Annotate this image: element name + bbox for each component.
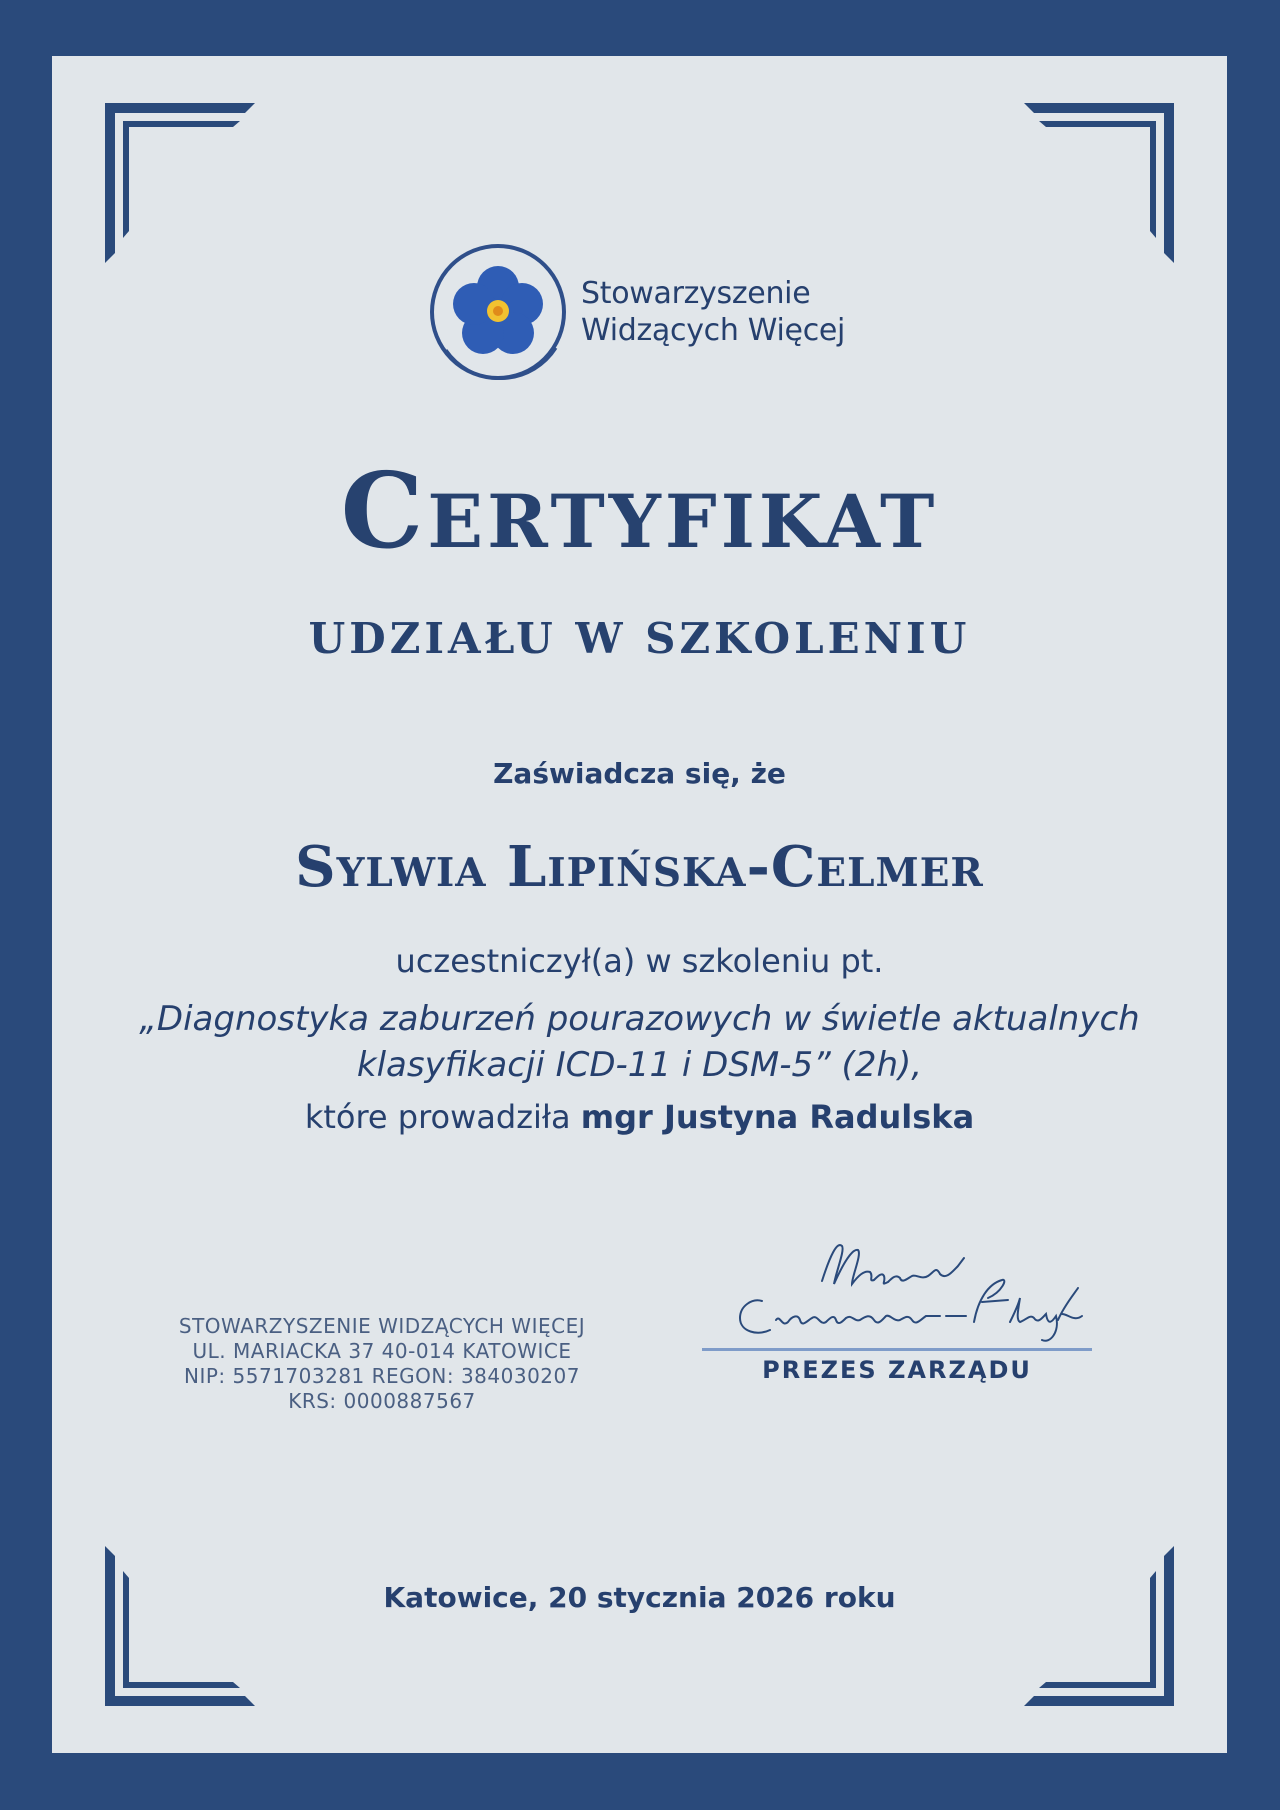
signature-block	[702, 1256, 1122, 1406]
corner-ornament-top-right	[1014, 103, 1174, 263]
course-leader	[52, 1096, 1227, 1138]
participant-name: Sylwia Lipińska-Celmer	[295, 834, 984, 900]
organization-logo	[426, 237, 866, 387]
participation-text: uczestniczył(a) w szkoleniu pt.	[395, 942, 884, 980]
signature-line	[702, 1348, 1092, 1351]
organization-address	[152, 1314, 612, 1414]
course-title: „Diagnostyka zaburzeń pourazowych w świetle aktualnych klasyfikacji ICD-11 i DSM-5” (2h),	[139, 999, 1140, 1085]
corner-ornament-bottom-right	[1014, 1546, 1174, 1706]
address-line-3: NIP: 5571703281 REGON: 384030207	[184, 1364, 580, 1388]
certificate-title: Certyfikat	[340, 449, 939, 572]
corner-ornament-bottom-left	[105, 1546, 265, 1706]
signatory-role: PREZES ZARZĄDU	[762, 1356, 1032, 1384]
issue-date: Katowice, 20 stycznia 2026 roku	[383, 1581, 896, 1614]
handwritten-signature	[702, 1236, 1102, 1346]
certificate-sheet	[52, 56, 1227, 1753]
corner-ornament-top-left	[105, 103, 265, 263]
attestation-text: Zaświadcza się, że	[493, 757, 786, 790]
certificate-subtitle: UDZIAŁU W SZKOLENIU	[308, 614, 971, 663]
forget-me-not-flower-icon	[426, 240, 571, 385]
logo-line-2: Widzących Więcej	[581, 313, 846, 348]
address-line-1: STOWARZYSZENIE WIDZĄCYCH WIĘCEJ	[178, 1314, 586, 1338]
organization-name	[581, 275, 845, 349]
logo-line-1: Stowarzyszenie	[581, 276, 811, 311]
leader-name: mgr Justyna Radulska	[580, 1098, 975, 1136]
address-line-4: KRS: 0000887567	[288, 1389, 476, 1413]
leader-prefix: które prowadziła	[304, 1098, 571, 1136]
address-line-2: UL. MARIACKA 37 40-014 KATOWICE	[192, 1339, 572, 1363]
